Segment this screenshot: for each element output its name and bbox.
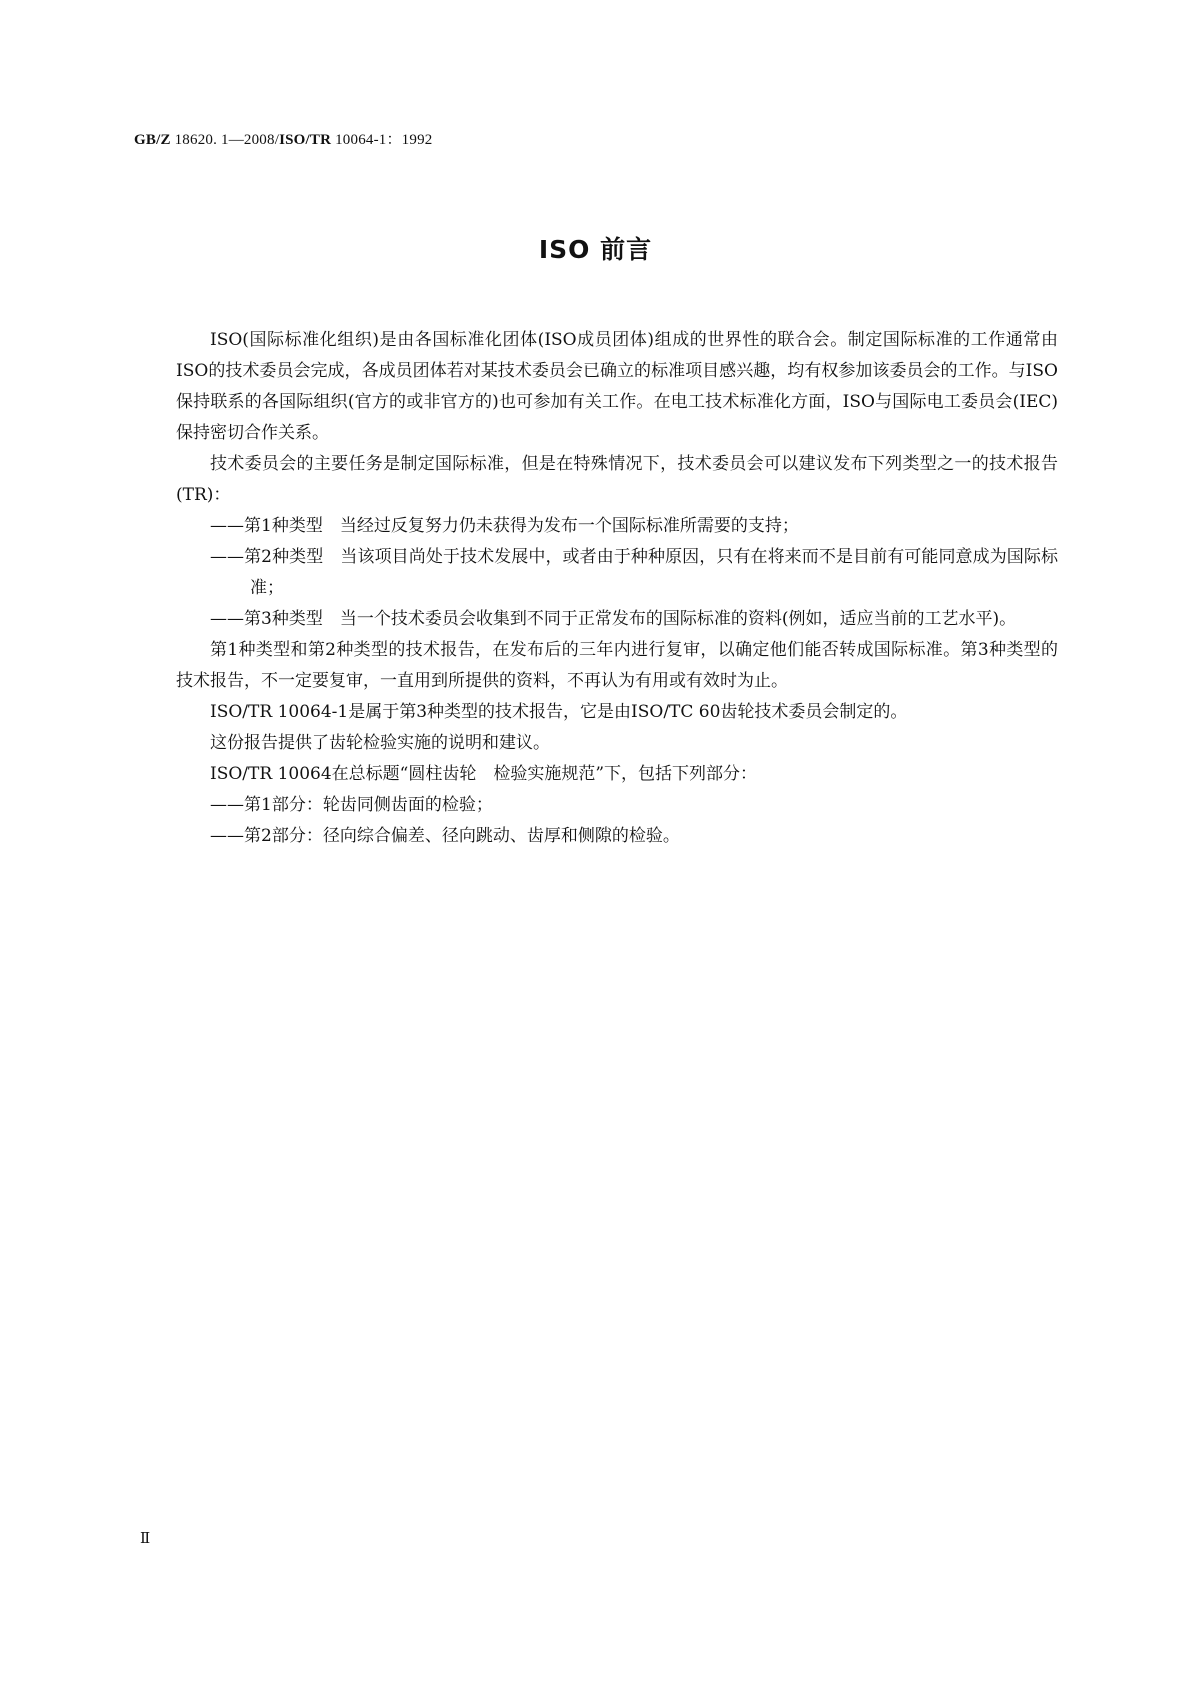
list-item-part-1: ——第1部分：轮齿同侧齿面的检验； bbox=[210, 795, 493, 815]
document-header bbox=[134, 128, 433, 149]
list-item-type-2: ——第2种类型 当该项目尚处于技术发展中，或者由于种种原因，只有在将来而不是目前有可能同意成为国际标准； bbox=[210, 547, 1058, 598]
page-number: Ⅱ bbox=[140, 1531, 151, 1547]
header-mid: 18620. 1—2008/ bbox=[170, 132, 280, 148]
paragraph-parts-intro: ISO/TR 10064在总标题“圆柱齿轮 检验实施规范”下，包括下列部分： bbox=[210, 764, 758, 784]
paragraph-review: 第1种类型和第2种类型的技术报告，在发布后的三年内进行复审，以确定他们能否转成国际标准。第3种类型的技术报告，不一定要复审，一直用到所提供的资料，不再认为有用或有效时为止。 bbox=[176, 640, 1058, 691]
list-item-type-1: ——第1种类型 当经过反复努力仍未获得为发布一个国际标准所需要的支持； bbox=[210, 516, 799, 536]
paragraph-tr-intro: 技术委员会的主要任务是制定国际标准，但是在特殊情况下，技术委员会可以建议发布下列类型之一的技术报告(TR)： bbox=[176, 454, 1058, 505]
page-title: ISO 前言 bbox=[538, 235, 653, 264]
header-iso: ISO/TR bbox=[279, 132, 332, 148]
paragraph-tr-10064-1: ISO/TR 10064-1是属于第3种类型的技术报告，它是由ISO/TC 60齿轮技术委员会制定的。 bbox=[210, 702, 908, 722]
list-item-type-3: ——第3种类型 当一个技术委员会收集到不同于正常发布的国际标准的资料(例如，适应当前的工艺水平)。 bbox=[210, 609, 1017, 629]
paragraph-iso-intro: ISO(国际标准化组织)是由各国标准化团体(ISO成员团体)组成的世界性的联合会。制定国际标准的工作通常由ISO的技术委员会完成，各成员团体若对某技术委员会已确立的标准项目感兴趣，均有权参加该委员会的工作。与ISO保持联系的各国际组织(官方的或非官方的)也可参加有关工作。在电工技术标准化方面，ISO与国际电工委员会(IEC)保持密切合作关系。 bbox=[176, 330, 1058, 443]
header-prefix: GB/Z bbox=[134, 132, 171, 148]
paragraph-report-purpose: 这份报告提供了齿轮检验实施的说明和建议。 bbox=[210, 733, 550, 753]
list-item-part-2: ——第2部分：径向综合偏差、径向跳动、齿厚和侧隙的检验。 bbox=[210, 826, 680, 846]
foreword-body bbox=[176, 325, 1058, 852]
header-suffix: 10064-1：1992 bbox=[331, 132, 433, 148]
